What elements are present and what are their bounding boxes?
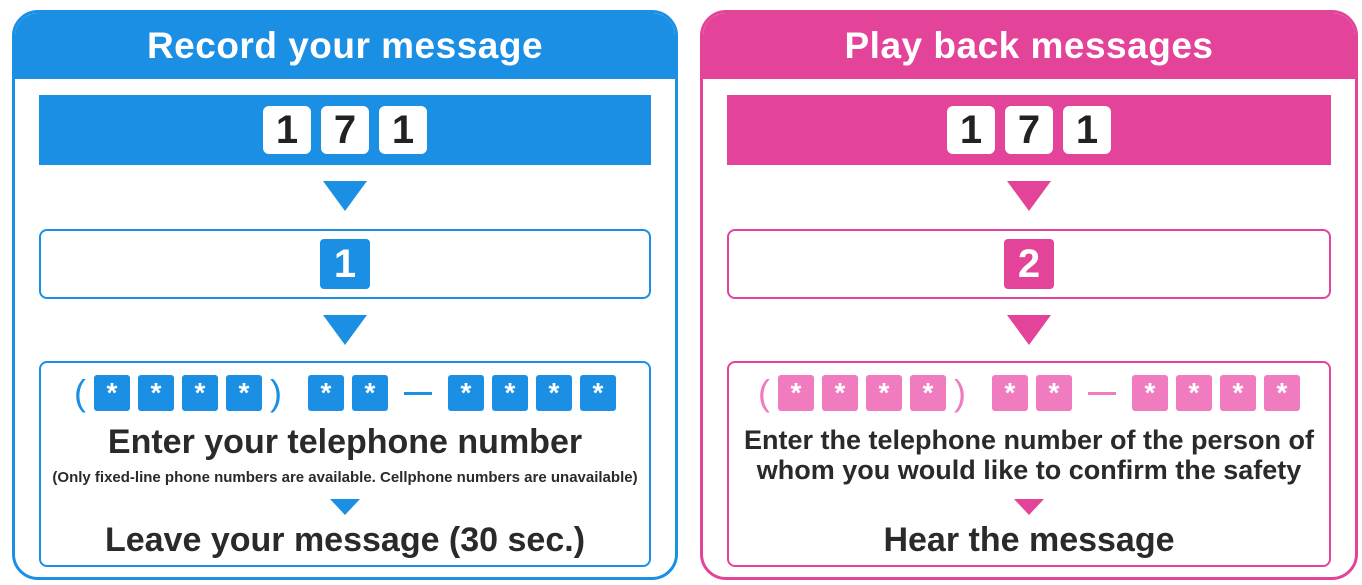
digit-placeholder: * <box>448 375 484 411</box>
playback-instruction-box <box>727 361 1331 567</box>
record-final-step: Leave your message (30 sec.) <box>104 521 586 559</box>
dial-digit: 7 <box>1005 106 1053 154</box>
record-note: (Only fixed-line phone numbers are available. Cellphone numbers are unavailable) <box>52 469 638 486</box>
dial-digit: 1 <box>947 106 995 154</box>
digit-placeholder: * <box>182 375 218 411</box>
digit-placeholder: * <box>536 375 572 411</box>
digit-placeholder: * <box>866 375 902 411</box>
playback-step-box <box>727 229 1331 299</box>
playback-step-number: 2 <box>1004 239 1054 289</box>
record-step-box <box>39 229 651 299</box>
close-paren: ) <box>270 372 282 413</box>
digit-placeholder: * <box>1264 375 1300 411</box>
digit-placeholder: * <box>1176 375 1212 411</box>
record-step-number: 1 <box>320 239 370 289</box>
down-arrow-icon <box>1007 315 1051 345</box>
record-title: Record your message <box>15 13 675 79</box>
record-dial-bar <box>39 95 651 165</box>
dash-separator <box>404 392 432 395</box>
dial-digit: 7 <box>321 106 369 154</box>
record-instruction: Enter your telephone number <box>107 423 583 461</box>
playback-panel <box>700 10 1358 580</box>
open-paren: ( <box>74 372 86 413</box>
digit-placeholder: * <box>910 375 946 411</box>
playback-dial-bar <box>727 95 1331 165</box>
digit-placeholder: * <box>1220 375 1256 411</box>
digit-placeholder: * <box>352 375 388 411</box>
playback-title: Play back messages <box>703 13 1355 79</box>
digit-placeholder: * <box>226 375 262 411</box>
digit-placeholder: * <box>1036 375 1072 411</box>
playback-final-step: Hear the message <box>883 521 1175 559</box>
down-arrow-icon <box>330 499 360 515</box>
digit-placeholder: * <box>94 375 130 411</box>
record-instruction-box <box>39 361 651 567</box>
record-panel <box>12 10 678 580</box>
dial-digit: 1 <box>263 106 311 154</box>
digit-placeholder: * <box>492 375 528 411</box>
digit-placeholder: * <box>778 375 814 411</box>
digit-placeholder: * <box>138 375 174 411</box>
digit-placeholder: * <box>580 375 616 411</box>
open-paren: ( <box>758 372 770 413</box>
down-arrow-icon <box>323 315 367 345</box>
down-arrow-icon <box>323 181 367 211</box>
down-arrow-icon <box>1007 181 1051 211</box>
phone-number-pattern <box>41 372 649 413</box>
playback-instruction-line1: Enter the telephone number of the person of <box>743 425 1315 455</box>
digit-placeholder: * <box>822 375 858 411</box>
dash-separator <box>1088 392 1116 395</box>
phone-number-pattern <box>729 372 1329 413</box>
dial-digit: 1 <box>1063 106 1111 154</box>
dial-digit: 1 <box>379 106 427 154</box>
digit-placeholder: * <box>992 375 1028 411</box>
playback-instruction-line2: whom you would like to confirm the safety <box>756 455 1302 485</box>
down-arrow-icon <box>1014 499 1044 515</box>
close-paren: ) <box>954 372 966 413</box>
digit-placeholder: * <box>308 375 344 411</box>
digit-placeholder: * <box>1132 375 1168 411</box>
